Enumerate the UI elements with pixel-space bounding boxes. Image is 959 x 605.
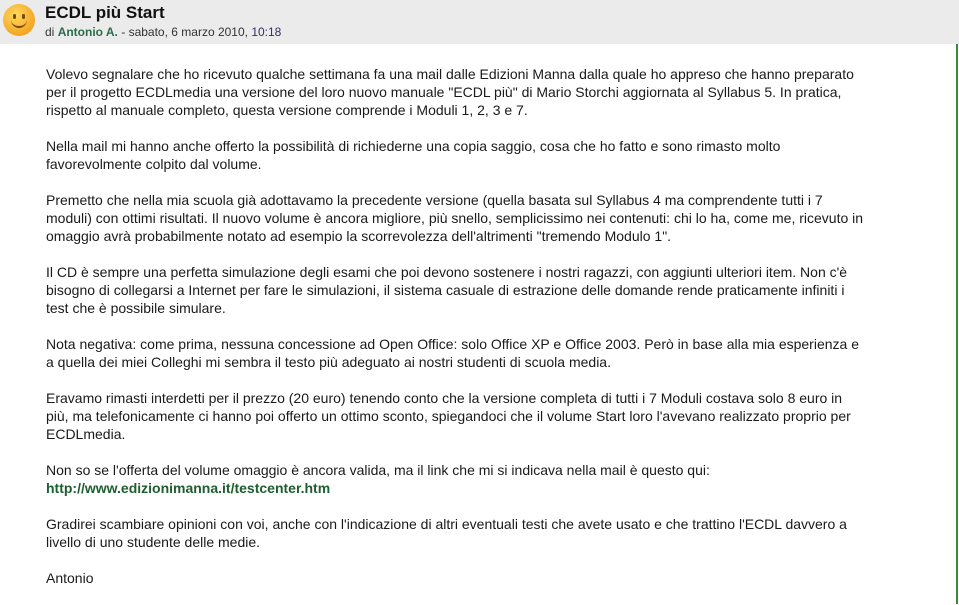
paragraph — [46, 515, 863, 551]
text-line: test che è possibile simulare. — [46, 300, 226, 316]
text-line: rispetto al manuale completo, questa versione comprende i Moduli 1, 2, 3 e 7. — [46, 102, 528, 118]
post-date: - sabato, 6 marzo 2010, — [117, 25, 252, 39]
text-line: Antonio — [46, 570, 94, 586]
by-prefix: di — [45, 25, 55, 39]
text-line: ECDLmedia. — [46, 426, 126, 442]
text-line: Non so se l'offerta del volume omaggio è ancora valida, ma il link che mi si indicava nella mail è questo qui: — [46, 462, 710, 478]
paragraph — [46, 137, 863, 173]
text-line: Premetto che nella mia scuola già adottavamo la precedente versione (quella basata sul Syllabus 4 ma comprendente tutti i 7 — [46, 192, 823, 208]
text-line: Nota negativa: come prima, nessuna concessione ad Open Office: solo Office XP e Office 2003. Però in base alla mia esperienza e — [46, 336, 859, 352]
paragraph — [46, 335, 863, 371]
text-line: omaggio avrà probabilmente notato ad esempio la scorrevolezza dell'altrimenti "tremendo Modulo 1". — [46, 228, 672, 244]
text-line: favorevolmente colpito dal volume. — [46, 156, 262, 172]
paragraph — [46, 263, 863, 317]
text-line: per il progetto ECDLmedia una versione del loro nuovo manuale "ECDL più" di Mario Storchi aggiornata al Syllabus 5. In pratica, — [46, 84, 842, 100]
paragraph — [46, 389, 863, 443]
post-title: ECDL più Start — [45, 3, 165, 22]
post-body — [10, 44, 958, 604]
text-line: Volevo segnalare che ho ricevuto qualche settimana fa una mail dalle Edizioni Manna dalla quale ho appreso che hanno preparato — [46, 66, 854, 82]
smiley-avatar-icon — [3, 4, 35, 36]
text-line: a quella dei miei Colleghi mi sembra il testo più adeguato ai nostri studenti di scuola media. — [46, 354, 611, 370]
text-line: Eravamo rimasti interdetti per il prezzo (20 euro) tenendo conto che la versione completa di tutti i 7 Moduli costava solo 8 euro in — [46, 390, 843, 406]
text-line: Il CD è sempre una perfetta simulazione degli esami che poi devono sostenere i nostri ragazzi, con aggiunti ulteriori item. Non c'è — [46, 264, 848, 280]
text-line: Gradirei scambiare opinioni con voi, anche con l'indicazione di altri eventuali testi che avete usato e che trattino l'ECDL davvero a — [46, 516, 847, 532]
text-line: bisogno di collegarsi a Internet per fare le simulazioni, il sistema casuale di estrazione delle domande rende praticamente infiniti i — [46, 282, 845, 298]
text-line: più, ma telefonicamente ci hanno poi offerto un ottimo sconto, spiegandoci che il volume Start loro l'avevano realizzato proprio per — [46, 408, 851, 424]
post-time: 10:18 — [251, 25, 282, 39]
author-link[interactable]: Antonio A. — [57, 25, 118, 39]
text-line: Nella mail mi hanno anche offerto la possibilità di richiederne una copia saggio, cosa che ho fatto e sono rimasto molto — [46, 138, 781, 154]
paragraph — [46, 65, 863, 119]
paragraph — [46, 569, 863, 587]
text-line: livello di uno studente delle medie. — [46, 534, 261, 550]
paragraph — [46, 191, 863, 245]
post-meta — [45, 25, 281, 39]
testcenter-link[interactable]: http://www.edizionimanna.it/testcenter.htm — [46, 480, 331, 496]
text-line: moduli) con ottimi risultati. Il nuovo volume è ancora migliore, più snello, semplicissimo nei contenuti: chi lo ha, come me, ricevuto in — [46, 210, 864, 226]
paragraph — [46, 461, 863, 497]
post-content — [46, 65, 863, 605]
post-header — [0, 0, 959, 44]
